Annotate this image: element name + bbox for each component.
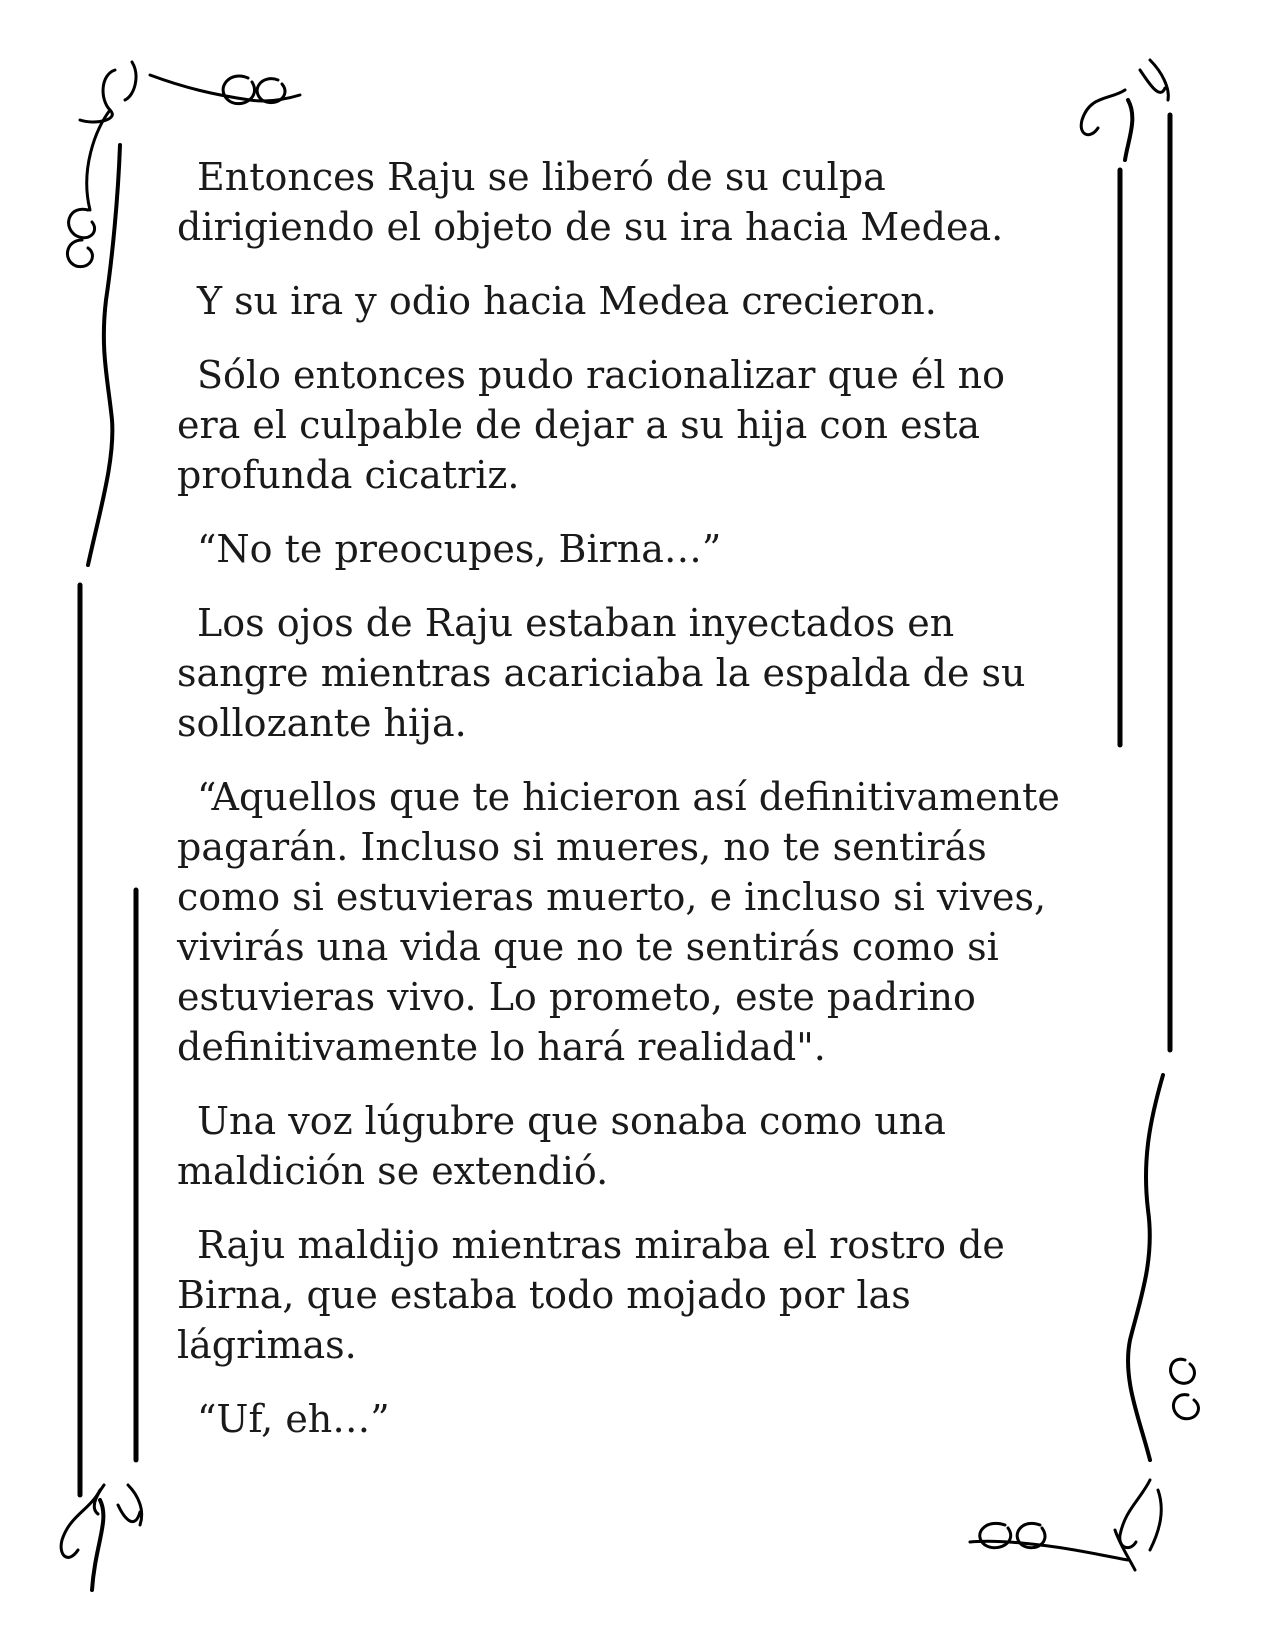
top-right-flourish-icon: [1081, 60, 1168, 160]
bottom-left-flourish-icon: [61, 1485, 142, 1590]
story-text: [177, 152, 1077, 1468]
paragraph-6: “Aquellos que te hicieron así definitivamente pagarán. Incluso si mueres, no te sentirás como si estuvieras muerto, e incluso si vives, vivirás una vida que no te sentirás como si estuvieras vivo. Lo prometo, este padrino definitivamente lo hará realidad".: [177, 775, 1060, 1069]
paragraph-3: Sólo entonces pudo racionalizar que él no era el culpable de dejar a su hija con esta profunda cicatriz.: [177, 353, 1005, 497]
paragraph-8: Raju maldijo mientras miraba el rostro de Birna, que estaba todo mojado por las lágrimas.: [177, 1223, 1005, 1367]
paragraph-9: “Uf, eh…”: [197, 1397, 390, 1441]
paragraph-2: Y su ira y odio hacia Medea crecieron.: [197, 279, 937, 323]
paragraph-7: Una voz lúgubre que sonaba como una maldición se extendió.: [177, 1099, 946, 1193]
paragraph-1: Entonces Raju se liberó de su culpa dirigiendo el objeto de su ira hacia Medea.: [177, 155, 1004, 249]
paragraph-4: “No te preocupes, Birna…”: [197, 527, 722, 571]
paragraph-5: Los ojos de Raju estaban inyectados en sangre mientras acariciaba la espalda de su sollozante hija.: [177, 601, 1026, 745]
